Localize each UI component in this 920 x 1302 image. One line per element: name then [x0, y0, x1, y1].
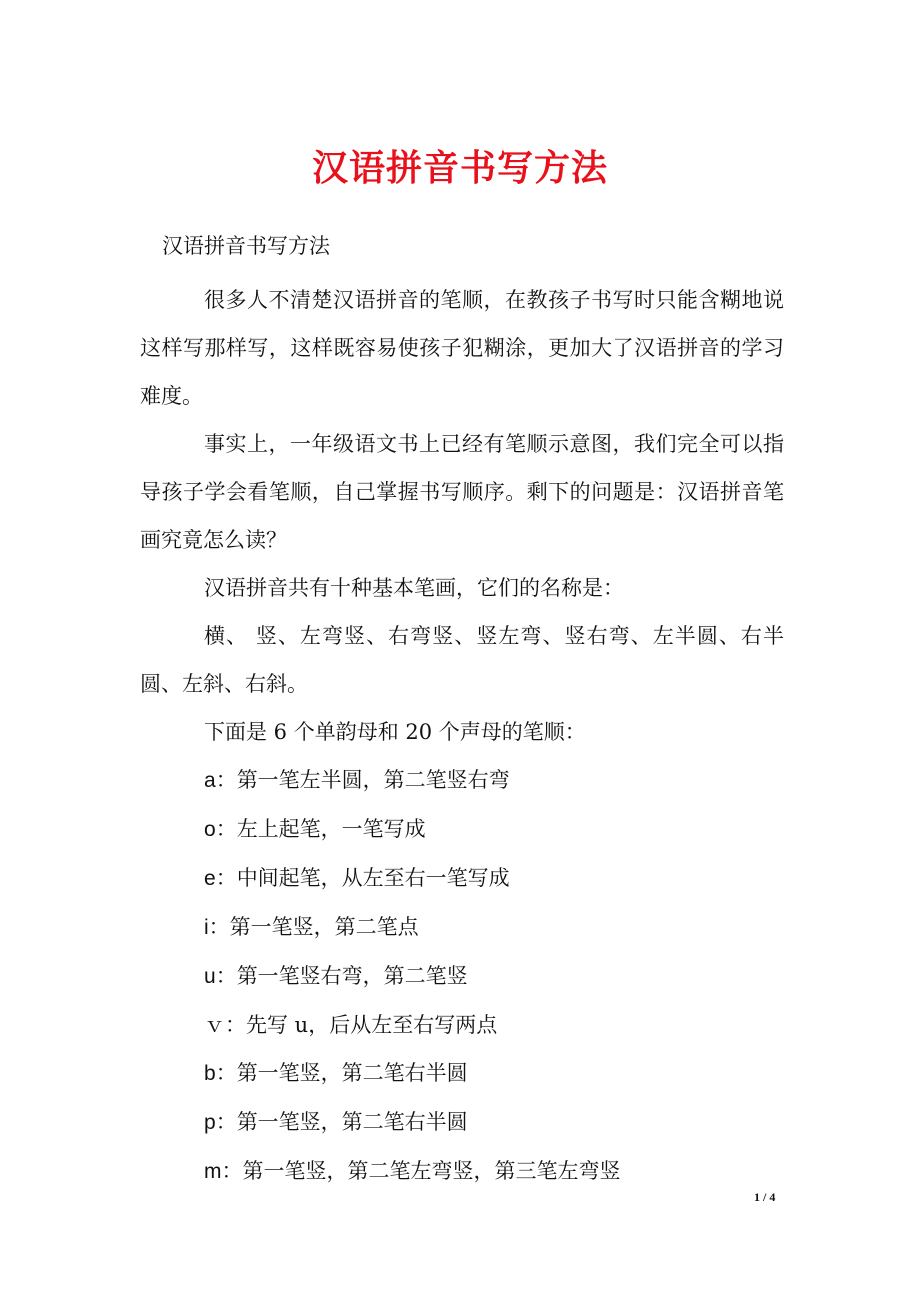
item-letter: o [204, 818, 216, 841]
item-sep: ： [215, 866, 237, 890]
stroke-item [140, 805, 784, 854]
item-sep: ： [208, 915, 230, 939]
stroke-item [140, 1147, 784, 1196]
stroke-item [140, 1001, 784, 1049]
item-letter: i [204, 916, 209, 939]
stroke-item [140, 756, 784, 805]
item-letter: m [204, 1160, 222, 1183]
item-letter: p [204, 1111, 216, 1134]
paragraph: 横、 竖、左弯竖、右弯竖、竖左弯、竖右弯、左半圆、右半圆、左斜、右斜。 [140, 624, 784, 696]
item-sep: ： [221, 1159, 243, 1183]
item-text: 第一笔竖，第二笔左弯竖，第三笔左弯竖 [242, 1159, 621, 1183]
item-letter: a [204, 769, 216, 792]
page-number: 1 / 4 [754, 1190, 776, 1204]
stroke-item [140, 952, 784, 1001]
intro-line: 下面是 6 个单韵母和 20 个声母的笔顺： [204, 720, 586, 744]
item-sep: ： [215, 964, 237, 988]
item-text: 先写 u，后从左至右写两点 [246, 1013, 498, 1037]
item-sep: ： [215, 1061, 237, 1085]
item-text: 第一笔竖右弯，第二笔竖 [236, 964, 468, 988]
paragraph: 很多人不清楚汉语拼音的笔顺，在教孩子书写时只能含糊地说这样写那样写，这样既容易使孩子犯糊涂，更加大了汉语拼音的学习难度。 [140, 288, 784, 408]
item-letter: b [204, 1062, 216, 1085]
paragraph: 事实上，一年级语文书上已经有笔顺示意图，我们完全可以指导孩子学会看笔顺，自己掌握书写顺序。剩下的问题是：汉语拼音笔画究竟怎么读？ [140, 432, 784, 552]
stroke-item [140, 1098, 784, 1147]
stroke-item [140, 1049, 784, 1098]
stroke-item [140, 903, 784, 952]
document-body [140, 276, 784, 1196]
item-sep: ： [225, 1013, 246, 1037]
item-text: 中间起笔，从左至右一笔写成 [236, 866, 510, 890]
item-letter: e [204, 867, 216, 890]
document-title: 汉语拼音书写方法 [311, 147, 608, 189]
item-text: 第一笔竖，第二笔右半圆 [236, 1110, 468, 1134]
item-sep: ： [215, 1110, 237, 1134]
stroke-item [140, 854, 784, 903]
paragraph: 汉语拼音共有十种基本笔画，它们的名称是： [204, 576, 624, 600]
item-text: 第一笔竖，第二笔点 [229, 915, 419, 939]
item-sep: ： [215, 768, 237, 792]
item-sep: ： [215, 817, 237, 841]
item-text: 左上起笔，一笔写成 [236, 817, 426, 841]
document-subtitle: 汉语拼音书写方法 [162, 234, 330, 258]
item-text: 第一笔竖，第二笔右半圆 [236, 1061, 468, 1085]
item-letter: u [204, 965, 216, 988]
item-text: 第一笔左半圆，第二笔竖右弯 [236, 768, 510, 792]
item-letter: ｖ [204, 1013, 225, 1037]
